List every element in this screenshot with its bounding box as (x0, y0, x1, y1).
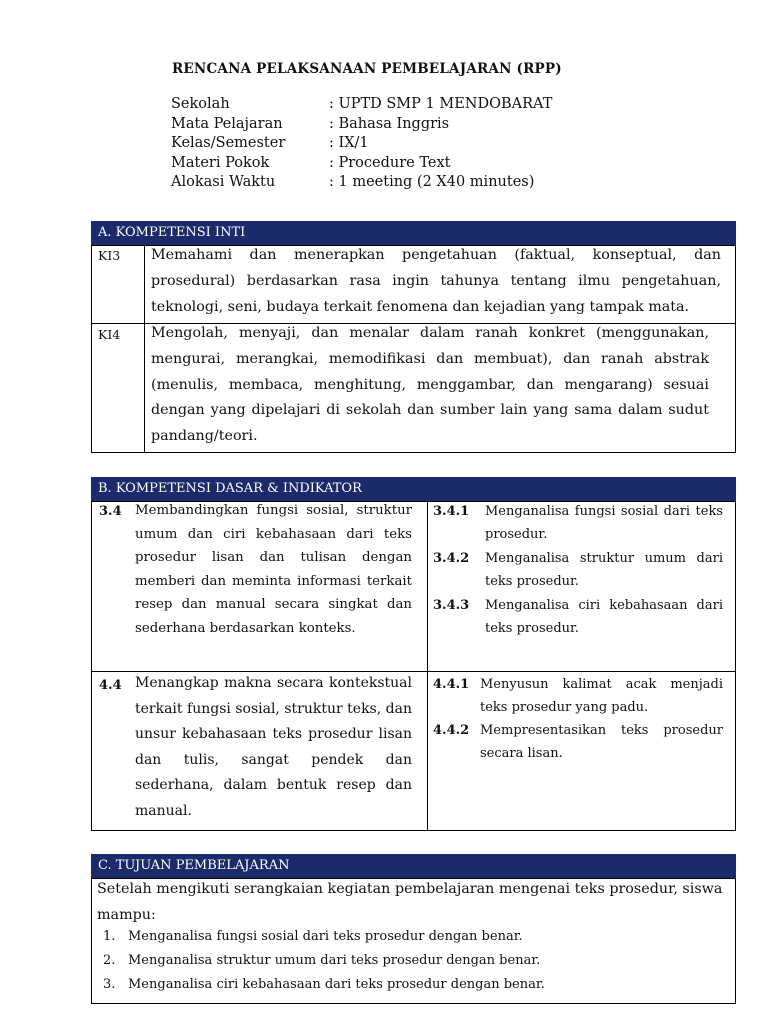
section-c-header: C. TUJUAN PEMBELAJARAN (91, 854, 736, 878)
identity-value: : 1 meeting (2 X40 minutes) (329, 174, 535, 191)
indicator-text: Menyusun kalimat acak menjadi teks prosedur yang padu. (480, 677, 723, 716)
indicator-number: 4.4.2 (433, 723, 470, 738)
column-divider (427, 502, 428, 830)
goals-intro: Setelah mengikuti serangkaian kegiatan pembelajaran mengenai teks prosedur, siswa mampu: (97, 881, 723, 923)
indicator-text: Mempresentasikan teks prosedur secara lisan. (480, 723, 723, 762)
identity-label: Sekolah (171, 96, 230, 112)
kd-text: Menangkap makna secara kontekstual terkait fungsi sosial, struktur teks, dan unsur kebahasaan teks prosedur lisan dan tulis, sangat pendek dan sederhana, dalam bentuk resep dan manual. (135, 675, 412, 819)
section-a-table (91, 245, 736, 453)
kd-text: Membandingkan fungsi sosial, struktur umum dan ciri kebahasaan dari teks prosedur lisan dan tulisan dengan memberi dan meminta informasi terkait resep dan manual secara singkat dan sederhana berdasarkan konteks. (135, 503, 412, 636)
indicator-number: 3.4.2 (433, 551, 470, 566)
indicator-text: Menganalisa struktur umum dari teks prosedur. (485, 551, 723, 590)
kd-number: 3.4 (99, 504, 122, 519)
indicator-text: Menganalisa ciri kebahasaan dari teks prosedur. (485, 598, 723, 637)
identity-label: Mata Pelajaran (171, 115, 283, 132)
identity-value: : UPTD SMP 1 MENDOBARAT (329, 96, 553, 112)
identity-value: : Procedure Text (329, 154, 451, 171)
ki3-code: KI3 (98, 248, 121, 263)
kd-number: 4.4 (99, 678, 122, 693)
goal-number: 1. (103, 929, 116, 944)
goal-number: 2. (103, 953, 116, 969)
indicator-text: Menganalisa fungsi sosial dari teks prosedur. (485, 504, 723, 543)
ki3-text: Memahami dan menerapkan pengetahuan (faktual, konseptual, dan prosedural) berdasarkan rasa ingin tahunya tentang ilmu pengetahuan, teknologi, seni, budaya terkait fenomena dan kejadian yang tampak mata. (151, 247, 721, 315)
goal-text: Menganalisa ciri kebahasaan dari teks prosedur dengan benar. (128, 977, 545, 993)
identity-value: : IX/1 (329, 135, 369, 152)
section-a-header: A. KOMPETENSI INTI (91, 221, 736, 245)
indicator-number: 3.4.3 (433, 598, 470, 613)
identity-label: Kelas/Semester (171, 135, 286, 152)
indicator-number: 4.4.1 (433, 677, 470, 692)
identity-value: : Bahasa Inggris (329, 115, 450, 132)
identity-label: Alokasi Waktu (171, 174, 276, 191)
goal-number: 3. (103, 977, 116, 993)
identity-label: Materi Pokok (171, 154, 270, 171)
column-divider (144, 246, 145, 452)
section-b-header: B. KOMPETENSI DASAR & INDIKATOR (91, 477, 736, 501)
ki4-text: Mengolah, menyaji, dan menalar dalam ranah konkret (menggunakan, mengurai, merangkai, memodifikasi dan membuat), dan ranah abstrak (menulis, membaca, menghitung, menggambar, dan mengarang) sesuai dengan yang dipelajari di sekolah dan sumber lain yang sama dalam sudut pandang/teori. (151, 325, 709, 445)
ki4-code: KI4 (98, 327, 121, 342)
goal-text: Menganalisa fungsi sosial dari teks prosedur dengan benar. (128, 929, 523, 944)
goal-text: Menganalisa struktur umum dari teks prosedur dengan benar. (128, 953, 541, 969)
document-title: RENCANA PELAKSANAAN PEMBELAJARAN (RPP) (172, 61, 562, 77)
section-b-table (91, 501, 736, 831)
indicator-number: 3.4.1 (433, 504, 470, 519)
